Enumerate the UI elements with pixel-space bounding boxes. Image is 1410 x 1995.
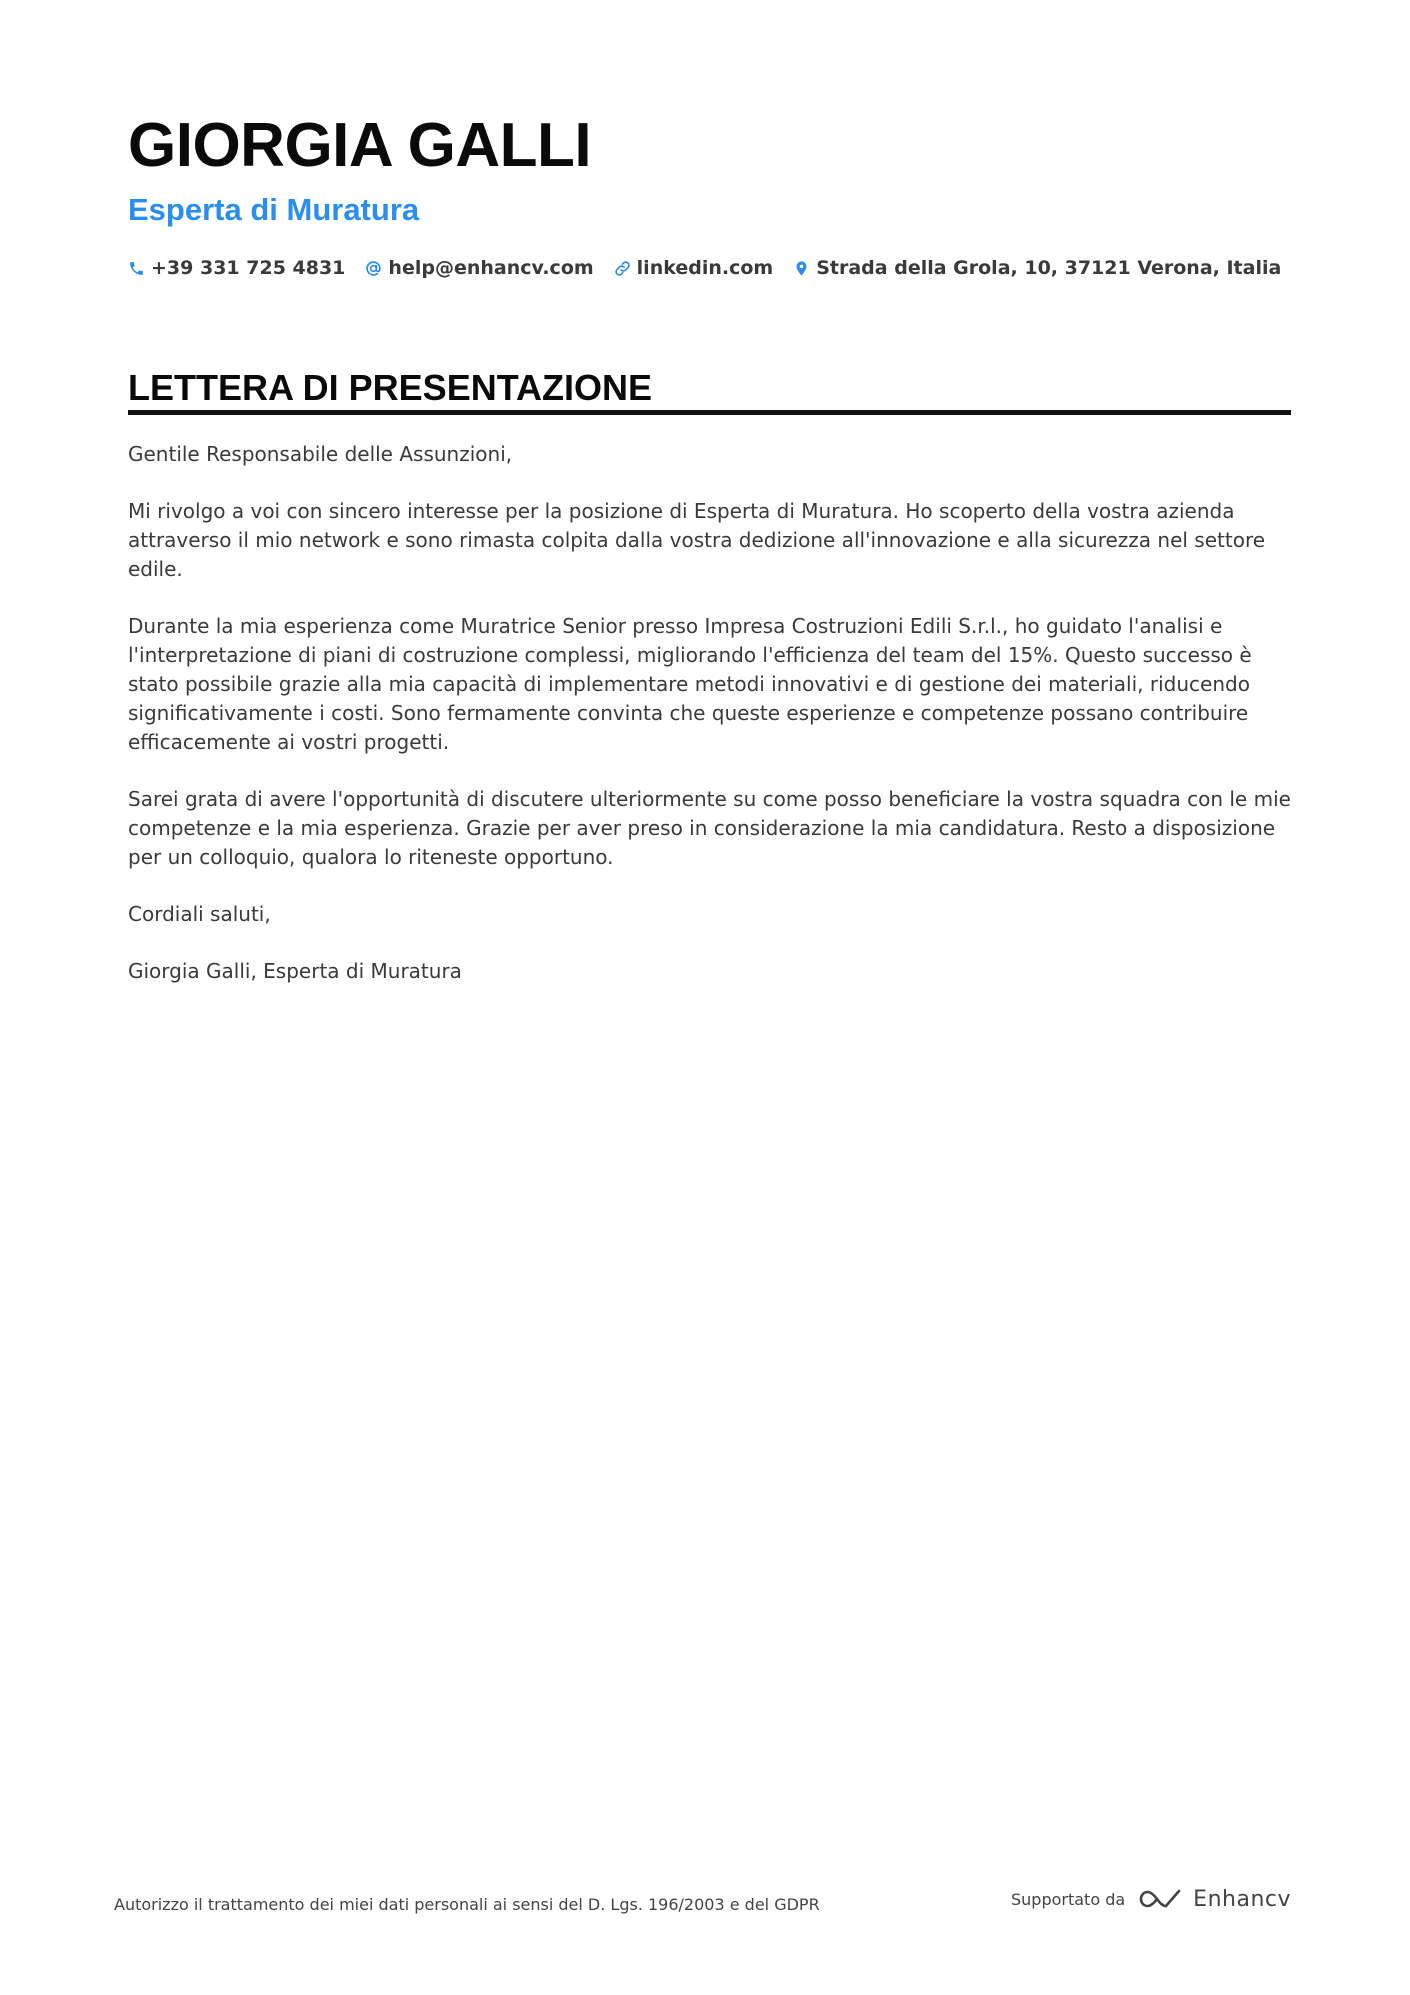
brand-logo[interactable] [1137, 1886, 1291, 1912]
enhancv-logo-icon [1137, 1886, 1183, 1912]
privacy-note: Autorizzo il trattamento dei miei dati personali ai sensi del D. Lgs. 196/2003 e del GDPR [114, 1895, 820, 1914]
signature: Giorgia Galli, Esperta di Muratura [128, 959, 462, 983]
contact-phone [128, 254, 345, 282]
phone-text: +39 331 725 4831 [151, 257, 346, 279]
linkedin-text[interactable]: linkedin.com [636, 257, 774, 279]
letter-paragraph: Mi rivolgo a voi con sincero interesse per la posizione di Esperta di Muratura. Ho scoperto della vostra azienda attraverso il mio network e sono rimasta colpita dalla vostra dedizione all'innovazione e alla sicurezza nel settore edile. [128, 499, 1266, 581]
closing: Cordiali saluti, [128, 902, 271, 926]
powered-by-label: Supportato da [1011, 1889, 1126, 1909]
location-pin-icon [793, 260, 810, 277]
contact-email[interactable] [365, 254, 593, 282]
powered-by[interactable] [1011, 1886, 1291, 1912]
candidate-role: Esperta di Muratura [128, 192, 420, 227]
letter-body [128, 440, 1291, 1014]
salutation: Gentile Responsabile delle Assunzioni, [128, 442, 513, 466]
contact-linkedin[interactable] [614, 254, 774, 282]
brand-name: Enhancv [1193, 1886, 1291, 1912]
letter-paragraph: Durante la mia esperienza come Muratrice Senior presso Impresa Costruzioni Edili S.r.l., ho guidato l'analisi e l'interpretazione di piani di costruzione complessi, migliorando l'efficienza del team del 15%. Questo successo è stato possibile grazie alla mia capacità di implementare metodi innovativi e di gestione dei materiali, riducendo significativamente i costi. Sono fermamente convinta che queste esperienze e competenze possano contribuire efficacemente ai vostri progetti. [128, 614, 1252, 754]
section-divider [128, 410, 1291, 415]
section-title: LETTERA DI PRESENTAZIONE [128, 367, 653, 408]
link-icon [614, 260, 631, 277]
address-text: Strada della Grola, 10, 37121 Verona, Italia [816, 257, 1282, 279]
letter-paragraph: Sarei grata di avere l'opportunità di discutere ulteriormente su come posso beneficiare la vostra squadra con le mie competenze e la mia esperienza. Grazie per aver preso in considerazione la mia candidatura. Resto a disposizione per un colloquio, qualora lo riteneste opportuno. [128, 787, 1291, 869]
candidate-name: GIORGIA GALLI [128, 111, 592, 180]
at-icon [365, 260, 382, 277]
contact-bar [128, 254, 1281, 282]
contact-address [793, 254, 1281, 282]
phone-icon [128, 260, 145, 277]
email-text[interactable]: help@enhancv.com [388, 257, 594, 279]
